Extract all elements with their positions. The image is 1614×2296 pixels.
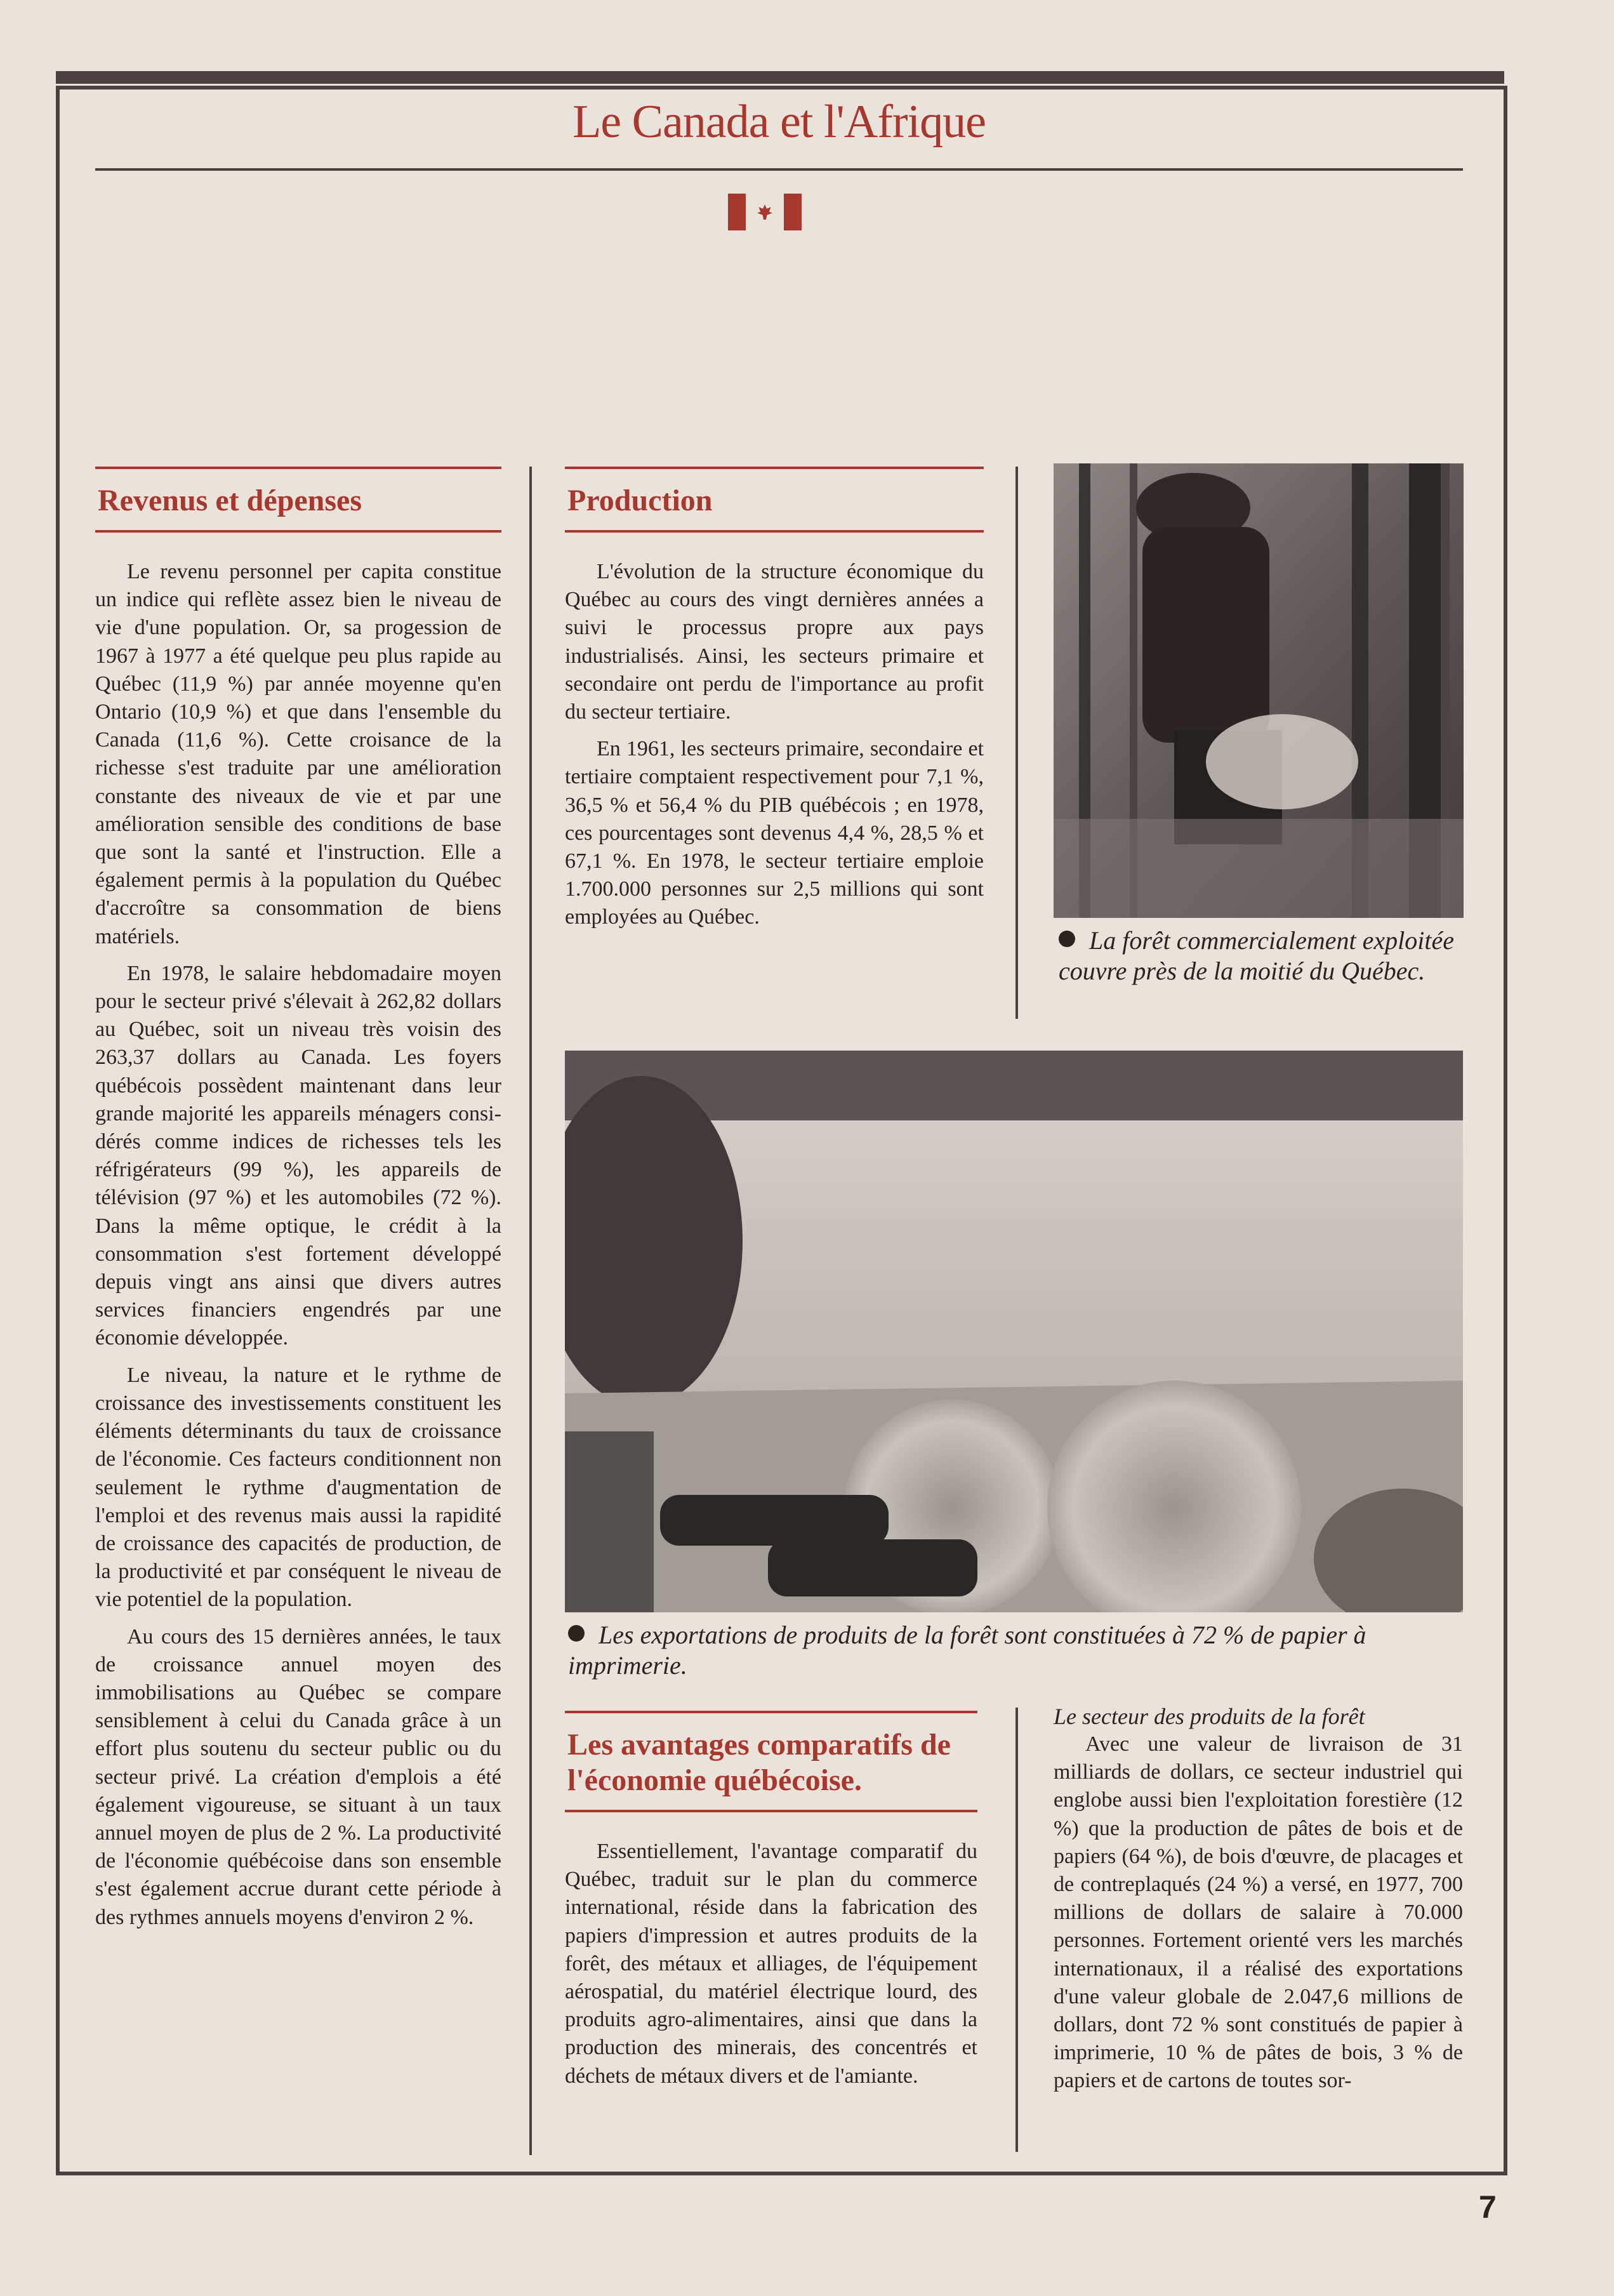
section-title: Production [567,484,713,517]
section-rule-bottom [565,1810,977,1812]
bullet-icon [568,1625,585,1642]
bullet-icon [1059,931,1075,947]
maple-leaf-icon [757,204,772,220]
paper-rolls-image [565,1051,1463,1612]
paragraph: Le revenu personnel per capita constitue un indice qui reflète assez bien le niveau de vie d'une population. Or, sa progession de 1967 à 1977 a été quelque peu plus rapide au Québec (11,9 %) par année moyenne qu'en Ontario (10,9 %) et que dans l'ensemble du Canada (11,6 %). Cette croisance de la richesse s'est traduite par une amélioration constante des niveaux de vie et par une amélioration sensible des conditions de base que sont la santé et l'instruction. Elle a également permis à la population du Québec d'accroître sa consommation de biens matériels. [95,560,501,948]
section-rule-top [565,467,984,469]
forest-worker-photo [1054,463,1464,918]
section-rule-top [565,1711,977,1713]
page-number: 7 [1479,2189,1497,2225]
section-avantages [565,1711,977,2090]
section-body [95,558,501,1932]
paper-photo-caption [568,1620,1463,1681]
canadian-flag-icon [728,194,802,230]
forest-worker-image [1054,463,1464,918]
section-revenus [95,467,501,1932]
paragraph: En 1961, les secteurs primaire, secondaire et tertiaire comptaient respectivement pour 7,1 %, 36,5 % et 56,4 % du PIB québécois ; en 1978, ces pourcentages sont devenus 4,4 %, 28,5 % et 67,1 %. En 1978, le secteur tertiaire emploie 1.700.000 personnes sur 2,5 millions qui sont employées au Québec. [565,737,984,929]
section-body [565,1838,977,2090]
section-body [565,558,984,932]
paragraph: En 1978, le salaire hebdomadaire moyen pour le secteur privé s'élevait à 262,82 dollars au Québec, soit un niveau très voisin des 263,37 dollars au Canada. Les foyers québécois possèdent maintenant dans leur grande majorité les appareils ménagers considérés comme indices de richesses tels les réfrigérateurs (99 %), les appareils de télévision (97 %) et les automobiles (72 %). Dans la même optique, le crédit à la consommation s'est fortement développé depuis vingt ans ainsi que divers autres services financiers engendrés par une économie développée. [95,961,501,1350]
paper-rolls-photo [565,1051,1463,1612]
section-rule-top [95,467,501,469]
section-title: Les avantages comparatifs de l'économie québécoise. [567,1728,951,1797]
paragraph: Avec une valeur de livraison de 31 milliards de dollars, ce secteur industriel qui englobe aussi bien l'exploitation forestière (12 %) que la production de pâtes de bois et de papiers (64 %), de bois d'œuvre, de placages et de contreplaqués (24 %) a versé, en 1977, 700 millions de dollars de salaire à 70.000 personnes. Fortement orienté vers les marchés internationaux, il a réalisé des exportations d'une valeur globale de 2.047,6 millions de dollars, dont 72 % sont constitués de papier à imprimerie, 10 % de pâtes de bois, 3 % de papiers et de cartons de toutes sor- [1054,1732,1463,2093]
section-title: Revenus et dépenses [98,484,362,517]
section-foret [1054,1702,1463,2095]
section-production [565,467,984,932]
paragraph: Au cours des 15 dernières années, le taux de croissance annuel moyen des immobilisations au Québec se compare sensiblement à celui du Canada grâce à un effort plus soutenu du secteur public ou du secteur privé. La création d'emplois a été également vigoureuse, se situant à un taux annuel moyen de plus de 2 %. La productivité de l'économie québécoise dans son ensemble s'est également accrue durant cette période à des rythmes annuels moyens d'environ 2 %. [95,1624,501,1929]
paragraph: Essentiellement, l'avantage comparatif du Québec, traduit sur le plan du commerce international, réside dans la fabrication des papiers d'impression et autres produits de la forêt, des métaux et alliages, de l'équipement aérospatial, du matériel électrique lourd, des produits agro-alimentaires, ainsi que dans la production des minerais, des concentrés et déchets de métaux divers et de l'amiante. [565,1840,977,2088]
section-rule-bottom [565,530,984,533]
masthead-rule [95,168,1463,171]
forest-photo-caption [1059,926,1471,986]
column-divider [1015,467,1018,1019]
top-border-bar [56,71,1504,84]
section-rule-bottom [95,530,501,533]
caption-text: Les exportations de produits de la forêt sont constituées à 72 % de papier à imprimerie. [568,1621,1366,1680]
paragraph: Le niveau, la nature et le rythme de croissance des investissements constituent les éléments déterminants du taux de croissance de l'économie. Ces facteurs conditionnent non seulement le rythme d'augmentation de l'emploi et des revenus mais aussi la rapidité de croissance des capacités de production, de la productivité et par conséquent le niveau de vie potentiel de la population. [95,1363,501,1612]
column-divider [529,467,532,2155]
paragraph: L'évolution de la structure économique du Québec au cours des vingt dernières années a suivi le processus propre aux pays industrialisés. Ainsi, les secteurs primaire et secondaire ont perdu de l'importance au profit du secteur tertiaire. [565,560,984,724]
masthead-title: Le Canada et l'Afrique [572,96,986,148]
section-body [1054,1730,1463,2095]
section-subhead: Le secteur des produits de la forêt [1054,1704,1365,1729]
caption-text: La forêt commercialement exploitée couvre près de la moitié du Québec. [1059,926,1454,985]
column-divider [1015,1708,1018,2152]
